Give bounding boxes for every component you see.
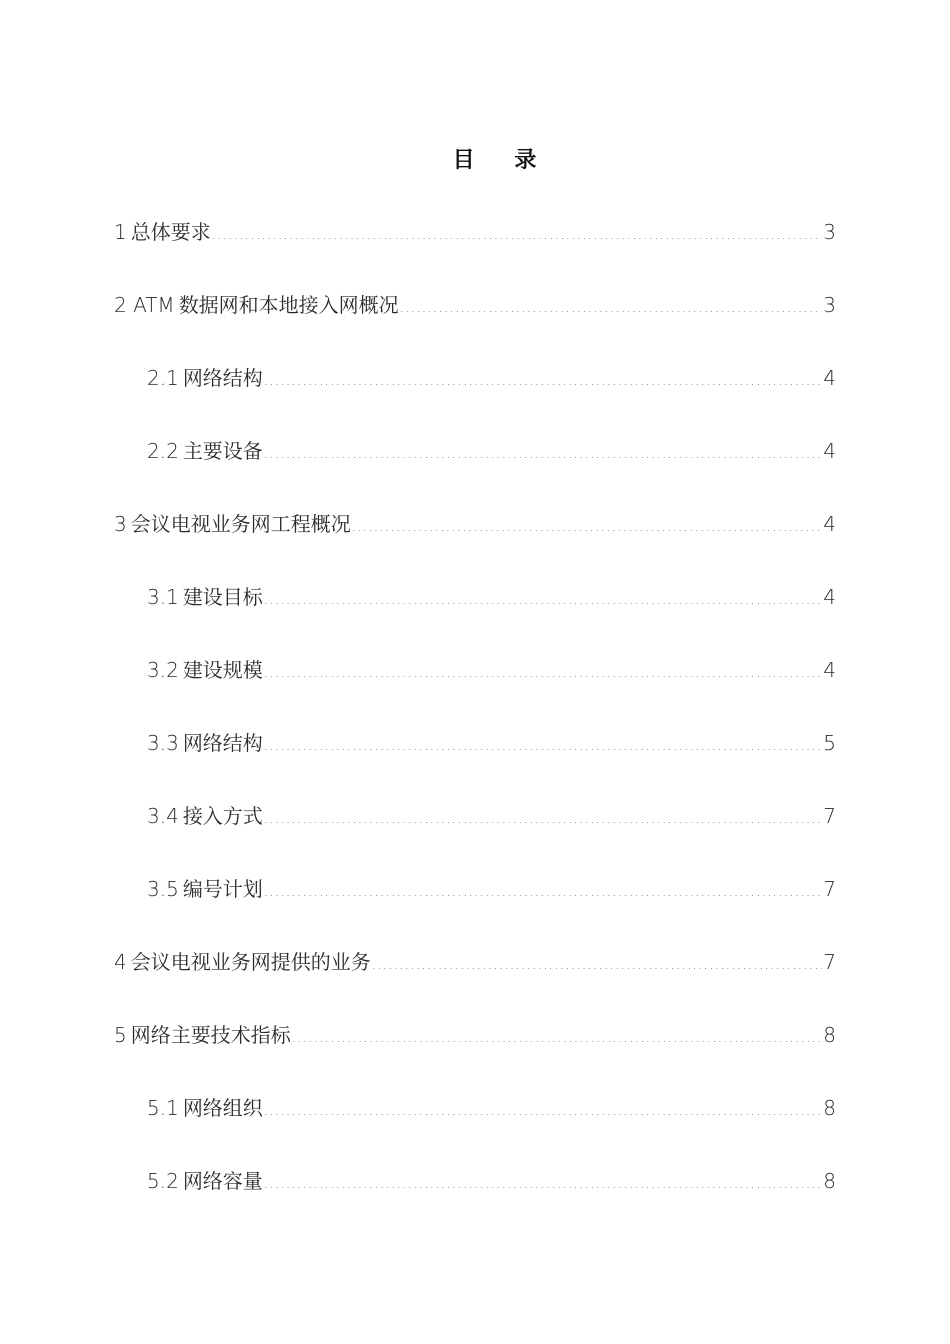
toc-title: 目 录 (452, 148, 553, 173)
toc-entry-text: 接入方式 (182, 804, 263, 828)
toc-entry-label (114, 283, 399, 327)
toc-entry-text: 网络结构 (182, 366, 263, 390)
dot-leader (264, 1163, 822, 1207)
toc-entry-text: 主要设备 (182, 439, 263, 463)
toc-entry-number: 3.1 (147, 585, 179, 609)
toc-entry-page-number: 4 (823, 512, 836, 536)
dot-leader (264, 360, 822, 404)
toc-entry-number: 2.1 (147, 366, 179, 390)
dot-leader (264, 652, 822, 696)
toc-entry-text: 建设规模 (182, 658, 263, 682)
toc-entry[interactable] (114, 575, 836, 648)
toc-entry-label (147, 721, 263, 765)
toc-entry-text: 编号计划 (182, 877, 263, 901)
toc-entry-text: 会议电视业务网工程概况 (130, 512, 351, 536)
toc-entry-number: 3.5 (147, 877, 179, 901)
toc-entry-page-number: 4 (823, 658, 836, 682)
toc-entry-page-number: 7 (823, 950, 836, 974)
toc-entry-page-number: 8 (823, 1169, 836, 1193)
toc-entry-number: 5.1 (147, 1096, 179, 1120)
toc-entry[interactable] (114, 648, 836, 721)
toc-entry[interactable] (114, 429, 836, 502)
toc-entry[interactable] (114, 356, 836, 429)
toc-entry-page-number: 4 (823, 439, 836, 463)
toc-entry[interactable] (114, 721, 836, 794)
toc-entry-page-number: 4 (823, 585, 836, 609)
toc-entry-label (147, 1159, 263, 1203)
toc-entry-text: 网络容量 (182, 1169, 263, 1193)
dot-leader (292, 1017, 823, 1061)
table-of-contents (114, 210, 836, 1232)
dot-leader (264, 1090, 822, 1134)
toc-entry[interactable] (114, 940, 836, 1013)
toc-entry-text: 建设目标 (182, 585, 263, 609)
toc-entry-label (147, 648, 263, 692)
toc-entry-number: 3.3 (147, 731, 179, 755)
toc-entry[interactable] (114, 1086, 836, 1159)
dot-leader (372, 944, 823, 988)
toc-entry-text: 总体要求 (130, 220, 211, 244)
toc-entry-number: 3.2 (147, 658, 179, 682)
toc-entry-number: 1 (114, 220, 127, 244)
toc-entry-number: 5.2 (147, 1169, 179, 1193)
toc-entry-text: 网络组织 (182, 1096, 263, 1120)
toc-entry[interactable] (114, 1013, 836, 1086)
toc-entry-number: 3 (114, 512, 127, 536)
toc-entry-text: 网络结构 (182, 731, 263, 755)
toc-entry-page-number: 3 (823, 220, 836, 244)
toc-entry-number: 3.4 (147, 804, 179, 828)
toc-entry-text: 网络主要技术指标 (130, 1023, 291, 1047)
toc-entry-number: 5 (114, 1023, 127, 1047)
toc-entry-label (147, 794, 263, 838)
toc-entry-label (147, 867, 263, 911)
toc-entry-number: 2.2 (147, 439, 179, 463)
toc-entry-text: 数据网和本地接入网概况 (178, 293, 399, 317)
toc-entry-page-number: 3 (823, 293, 836, 317)
toc-entry-label (114, 1013, 291, 1057)
toc-entry-page-number: 8 (823, 1023, 836, 1047)
toc-entry-label (114, 940, 371, 984)
toc-entry-page-number: 5 (823, 731, 836, 755)
toc-entry-page-number: 7 (823, 877, 836, 901)
toc-entry[interactable] (114, 210, 836, 283)
dot-leader (264, 579, 822, 623)
dot-leader (264, 433, 822, 477)
toc-entry-label (147, 429, 263, 473)
toc-entry-label (114, 210, 211, 254)
dot-leader (352, 506, 823, 550)
toc-entry-label (147, 1086, 263, 1130)
toc-entry-label (114, 502, 351, 546)
toc-entry-page-number: 8 (823, 1096, 836, 1120)
toc-entry-number: 2 ATM (114, 293, 175, 317)
toc-entry-page-number: 7 (823, 804, 836, 828)
dot-leader (264, 725, 822, 769)
toc-entry-text: 会议电视业务网提供的业务 (130, 950, 371, 974)
toc-entry[interactable] (114, 867, 836, 940)
toc-entry[interactable] (114, 794, 836, 867)
dot-leader (264, 871, 822, 915)
toc-entry[interactable] (114, 283, 836, 356)
dot-leader (212, 214, 823, 258)
toc-entry-page-number: 4 (823, 366, 836, 390)
dot-leader (400, 287, 823, 331)
toc-entry[interactable] (114, 1159, 836, 1232)
dot-leader (264, 798, 822, 842)
toc-entry-number: 4 (114, 950, 127, 974)
toc-entry-label (147, 575, 263, 619)
toc-entry-label (147, 356, 263, 400)
toc-entry[interactable] (114, 502, 836, 575)
